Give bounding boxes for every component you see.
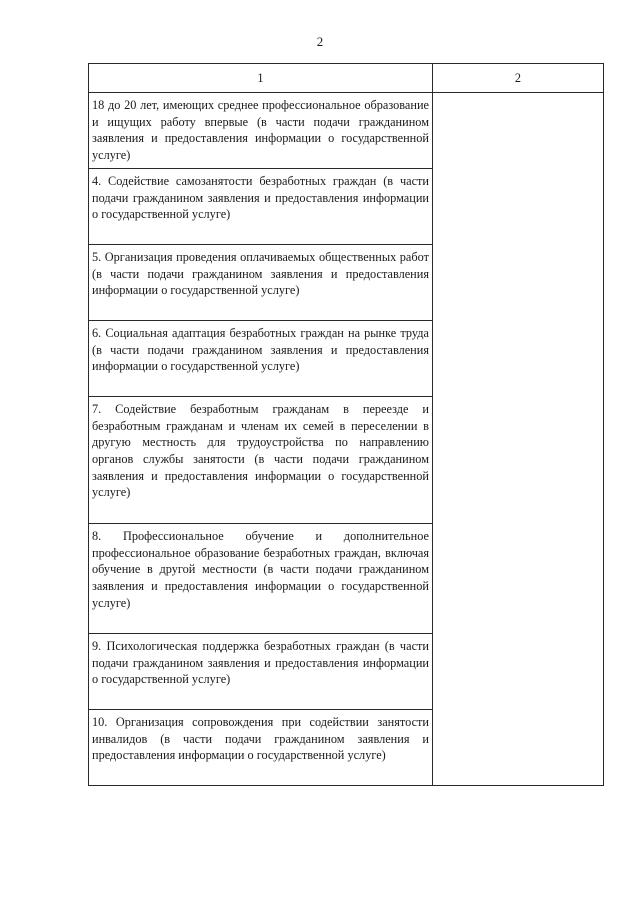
- service-cell: 9. Психологическая поддержка безработных граждан (в части подачи гражданином заявления и предоставления информации о государственной услуге): [89, 633, 433, 709]
- column-header-2: 2: [433, 64, 604, 93]
- services-table: [88, 63, 604, 786]
- service-cell: 10. Организация сопровождения при содействии занятости инвалидов (в части подачи гражданином заявления и предоставления информации о государственной услуге): [89, 709, 433, 785]
- table-header-row: [89, 64, 604, 93]
- table-row: [89, 93, 604, 169]
- service-cell: 4. Содействие самозанятости безработных граждан (в части подачи гражданином заявления и предоставления информации о государственной услуге): [89, 168, 433, 244]
- column-header-1: 1: [89, 64, 433, 93]
- page-number: 2: [316, 34, 324, 49]
- service-cell: 7. Содействие безработным гражданам в переезде и безработным гражданам и членам их семей в переселении в другую местность для трудоустройства по направлению органов службы занятости (в части подачи гражданином заявления и предоставления информации о государственной услуге): [89, 396, 433, 523]
- service-cell: 6. Социальная адаптация безработных граждан на рынке труда (в части подачи гражданином заявления и предоставления информации о государственной услуге): [89, 320, 433, 396]
- service-cell: 18 до 20 лет, имеющих среднее профессиональное образование и ищущих работу впервые (в части подачи гражданином заявления и предоставления информации о государственной услуге): [89, 93, 433, 169]
- service-cell: 5. Организация проведения оплачиваемых общественных работ (в части подачи гражданином заявления и предоставления информации о государственной услуге): [89, 244, 433, 320]
- service-cell: 8. Профессиональное обучение и дополнительное профессиональное образование безработных граждан, включая обучение в другой местности (в части подачи гражданином заявления и предоставления информации о государственной услуге): [89, 523, 433, 633]
- empty-cell: [433, 93, 604, 786]
